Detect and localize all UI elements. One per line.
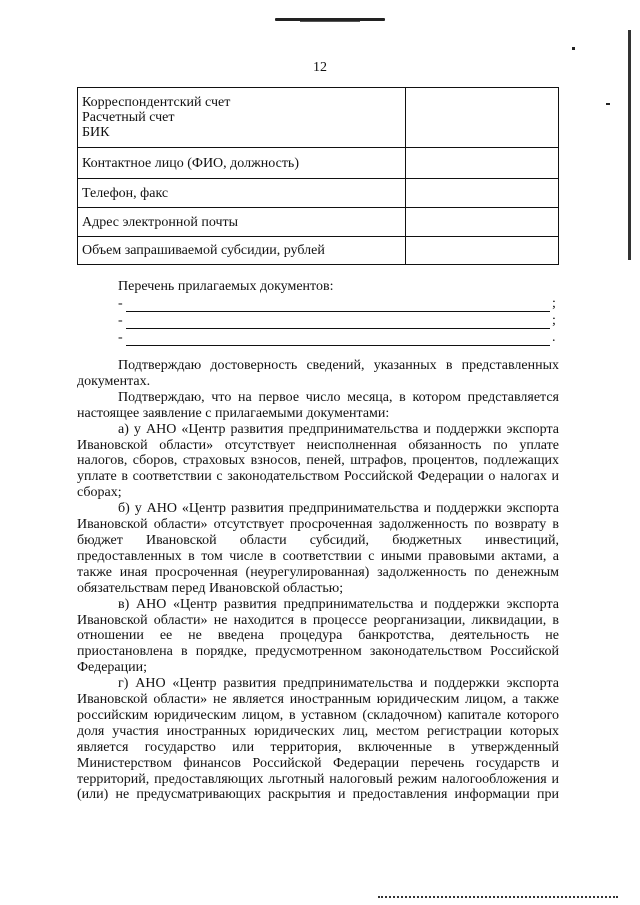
document-blank-line (118, 330, 563, 346)
line-end-mark: ; (552, 296, 556, 311)
table-cell-label: Адрес электронной почты (78, 208, 406, 237)
table-cell-label: Телефон, факс (78, 179, 406, 208)
scan-artifact-dot (572, 47, 575, 50)
paragraph-item-a: а) у АНО «Центр развития предпринимательства и поддержки экспорта Ивановской области» отсутствует неисполненная обязанность по уплате налогов, сборов, страховых взносов, пеней, штрафов, процентов, подлежащих уплате в соответствии с законодательством Российской Федерации о налогах и сборах; (77, 421, 559, 501)
blank-underline (126, 334, 550, 346)
line-end-mark: . (552, 330, 556, 345)
line-dash: - (118, 313, 123, 328)
declaration-text (77, 358, 559, 803)
line-dash: - (118, 296, 123, 311)
table-row (78, 148, 559, 179)
table-cell-value (406, 148, 559, 179)
document-blank-line (118, 313, 563, 329)
paragraph-item-d: г) АНО «Центр развития предпринимательства и поддержки экспорта Ивановской области» не является иностранным юридическим лицом, а также российским юридическим лицом, в уставном (складочном) капитале которого доля участия иностранных юридических лиц, местом регистрации которых является государство или территория, включенные в утвержденный Министерством финансов Российской Федерации перечень государств и территорий, предоставляющих льготный налоговый режим налогообложения и (или) не предусматривающих раскрытия и предоставления информации при (77, 676, 559, 803)
table-row (78, 237, 559, 265)
table-row (78, 208, 559, 237)
paragraph-item-c: в) АНО «Центр развития предпринимательства и поддержки экспорта Ивановской области» не находится в процессе реорганизации, ликвидации, в отношении ее не введена процедура банкротства, деятельность не приостановлена в порядке, предусмотренном законодательством Российской Федерации; (77, 596, 559, 676)
scan-artifact-dot (606, 103, 610, 105)
applicant-info-table (77, 87, 559, 265)
table-row (78, 179, 559, 208)
table-cell-label: Контактное лицо (ФИО, должность) (78, 148, 406, 179)
table-cell-label: Объем запрашиваемой субсидии, рублей (78, 237, 406, 265)
paragraph-confirm-date: Подтверждаю, что на первое число месяца, в котором представляется настоящее заявление с прилагаемыми документами: (77, 389, 559, 421)
scan-artifact-top-thin (300, 21, 360, 22)
scan-artifact-bottom (378, 896, 618, 898)
table-cell-value (406, 208, 559, 237)
line-dash: - (118, 330, 123, 345)
attached-documents-list (118, 279, 563, 346)
table-cell-value (406, 179, 559, 208)
table-cell-label: Корреспондентский счет Расчетный счет БИК (78, 88, 406, 148)
paragraph-item-b: б) у АНО «Центр развития предпринимательства и поддержки экспорта Ивановской области» отсутствует просроченная задолженность по возврату в бюджет Ивановской области субсидий, бюджетных инвестиций, предоставленных в том числе в соответствии с иными правовыми актами, а также иная просроченная (неурегулированная) задолженность по денежным обязательствам перед Ивановской областью; (77, 501, 559, 596)
paragraph-confirm-accuracy: Подтверждаю достоверность сведений, указанных в представленных документах. (77, 358, 559, 389)
table-cell-value (406, 237, 559, 265)
document-blank-line (118, 296, 563, 312)
table-cell-value (406, 88, 559, 148)
table-row (78, 88, 559, 148)
blank-underline (126, 300, 550, 312)
blank-underline (126, 317, 550, 329)
page-number: 12 (313, 60, 327, 75)
attached-documents-title: Перечень прилагаемых документов: (118, 279, 334, 294)
line-end-mark: ; (552, 313, 556, 328)
